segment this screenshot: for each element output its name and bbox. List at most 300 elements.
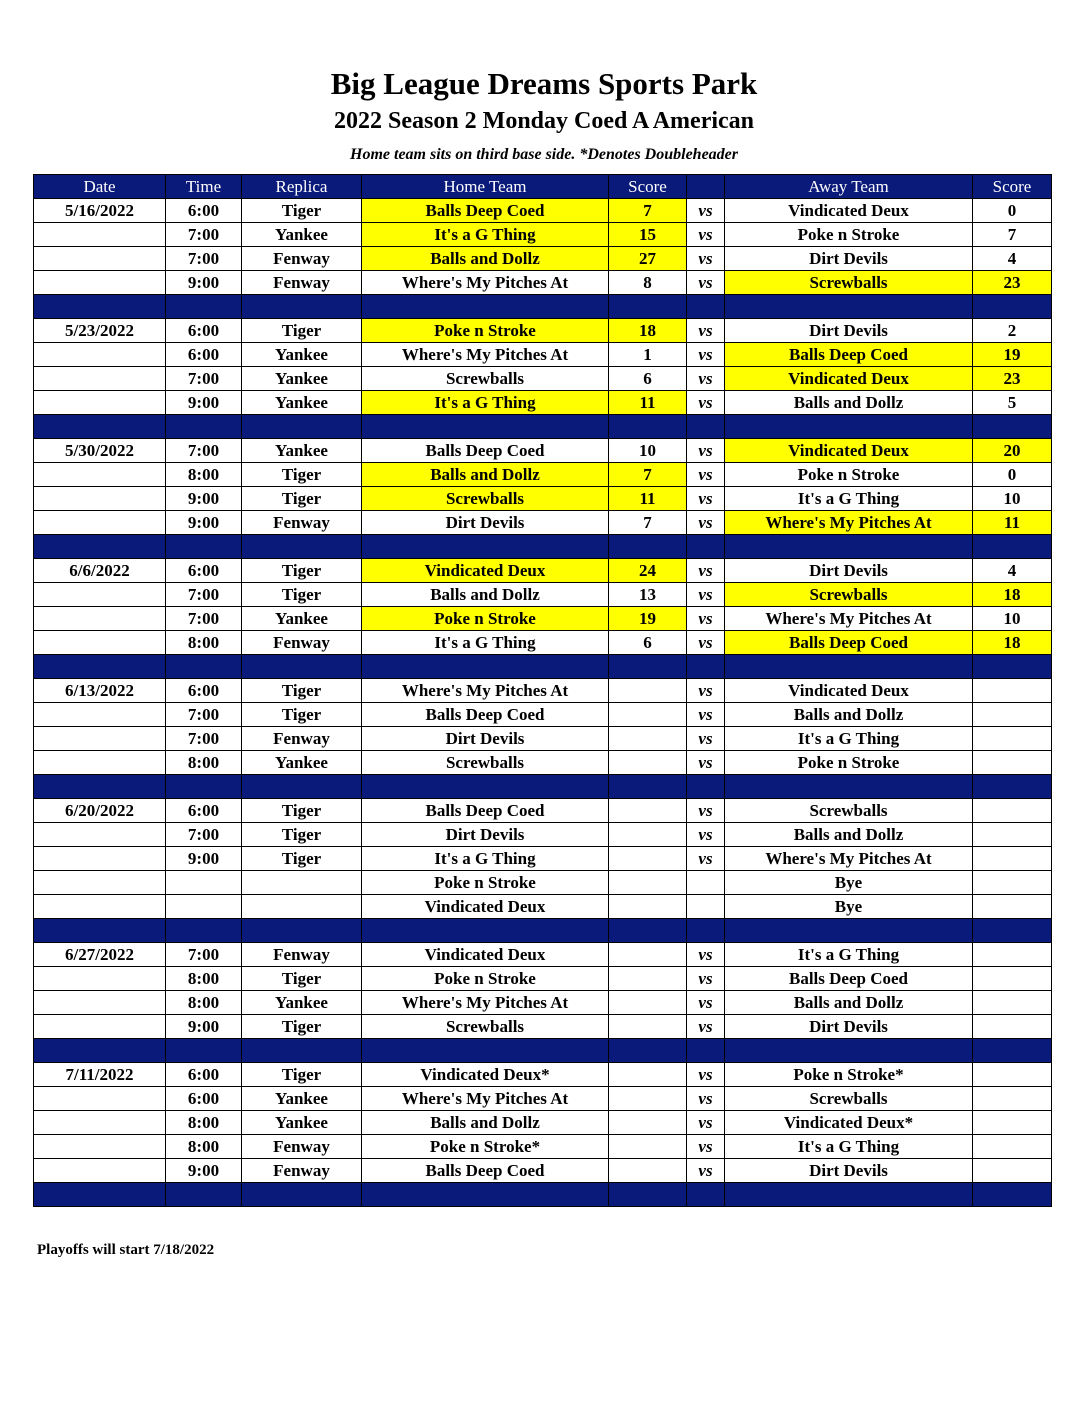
separator-cell bbox=[34, 775, 166, 799]
separator-cell bbox=[242, 295, 362, 319]
home-team-cell: Dirt Devils bbox=[362, 511, 609, 535]
away-team-cell: Dirt Devils bbox=[725, 247, 973, 271]
table-row bbox=[34, 271, 1052, 295]
away-score-cell bbox=[973, 1111, 1052, 1135]
separator-cell bbox=[242, 535, 362, 559]
separator-cell bbox=[34, 1183, 166, 1207]
col-header-away-team: Away Team bbox=[725, 175, 973, 199]
home-score-cell: 15 bbox=[609, 223, 687, 247]
vs-label: vs bbox=[687, 511, 725, 535]
home-team-cell: Poke n Stroke bbox=[362, 967, 609, 991]
vs-label bbox=[687, 895, 725, 919]
schedule-body bbox=[34, 199, 1052, 1207]
home-team-cell: Poke n Stroke bbox=[362, 319, 609, 343]
away-team-cell: Screwballs bbox=[725, 799, 973, 823]
time-cell: 9:00 bbox=[166, 391, 242, 415]
separator-cell bbox=[166, 775, 242, 799]
time-cell: 8:00 bbox=[166, 1111, 242, 1135]
home-team-cell: It's a G Thing bbox=[362, 391, 609, 415]
home-team-cell: Poke n Stroke* bbox=[362, 1135, 609, 1159]
replica-cell: Yankee bbox=[242, 607, 362, 631]
separator-cell bbox=[609, 1039, 687, 1063]
date-cell bbox=[34, 463, 166, 487]
date-cell: 6/13/2022 bbox=[34, 679, 166, 703]
time-cell: 9:00 bbox=[166, 271, 242, 295]
replica-cell: Yankee bbox=[242, 991, 362, 1015]
away-team-cell: Balls and Dollz bbox=[725, 823, 973, 847]
away-score-cell bbox=[973, 1135, 1052, 1159]
home-score-cell bbox=[609, 1159, 687, 1183]
separator-cell bbox=[242, 1183, 362, 1207]
col-header-date: Date bbox=[34, 175, 166, 199]
time-cell: 6:00 bbox=[166, 679, 242, 703]
page-title: Big League Dreams Sports Park bbox=[330, 66, 758, 101]
separator-cell bbox=[609, 535, 687, 559]
home-team-cell: Vindicated Deux* bbox=[362, 1063, 609, 1087]
separator-cell bbox=[166, 535, 242, 559]
replica-cell: Tiger bbox=[242, 583, 362, 607]
replica-cell: Yankee bbox=[242, 1111, 362, 1135]
table-row bbox=[34, 751, 1052, 775]
vs-label: vs bbox=[687, 631, 725, 655]
separator-cell bbox=[973, 1039, 1052, 1063]
table-row bbox=[34, 871, 1052, 895]
date-cell: 6/27/2022 bbox=[34, 943, 166, 967]
away-score-cell bbox=[973, 1087, 1052, 1111]
separator-cell bbox=[725, 1183, 973, 1207]
vs-label: vs bbox=[687, 463, 725, 487]
away-team-cell: Screwballs bbox=[725, 271, 973, 295]
home-team-cell: Screwballs bbox=[362, 1015, 609, 1039]
away-team-cell: Dirt Devils bbox=[725, 1015, 973, 1039]
away-team-cell: Balls Deep Coed bbox=[725, 631, 973, 655]
separator-cell bbox=[725, 415, 973, 439]
separator-cell bbox=[362, 535, 609, 559]
home-score-cell: 1 bbox=[609, 343, 687, 367]
vs-label: vs bbox=[687, 559, 725, 583]
replica-cell: Tiger bbox=[242, 199, 362, 223]
time-cell: 7:00 bbox=[166, 703, 242, 727]
date-cell bbox=[34, 343, 166, 367]
replica-cell: Tiger bbox=[242, 319, 362, 343]
separator-cell bbox=[687, 775, 725, 799]
away-team-cell: Balls and Dollz bbox=[725, 991, 973, 1015]
date-cell: 5/30/2022 bbox=[34, 439, 166, 463]
time-cell: 8:00 bbox=[166, 463, 242, 487]
date-cell: 5/23/2022 bbox=[34, 319, 166, 343]
separator-cell bbox=[242, 655, 362, 679]
vs-label: vs bbox=[687, 223, 725, 247]
away-team-cell: Screwballs bbox=[725, 583, 973, 607]
table-row bbox=[34, 1087, 1052, 1111]
col-header-away-score: Score bbox=[973, 175, 1052, 199]
separator-cell bbox=[687, 415, 725, 439]
separator-cell bbox=[973, 655, 1052, 679]
date-cell: 5/16/2022 bbox=[34, 199, 166, 223]
table-row bbox=[34, 943, 1052, 967]
home-score-cell bbox=[609, 967, 687, 991]
table-row bbox=[34, 343, 1052, 367]
separator-cell bbox=[609, 295, 687, 319]
vs-label: vs bbox=[687, 1111, 725, 1135]
time-cell: 7:00 bbox=[166, 823, 242, 847]
home-team-cell: It's a G Thing bbox=[362, 847, 609, 871]
replica-cell: Tiger bbox=[242, 823, 362, 847]
home-team-cell: Balls Deep Coed bbox=[362, 199, 609, 223]
vs-label: vs bbox=[687, 199, 725, 223]
vs-label: vs bbox=[687, 487, 725, 511]
away-score-cell bbox=[973, 751, 1052, 775]
table-row bbox=[34, 247, 1052, 271]
table-row bbox=[34, 991, 1052, 1015]
separator-cell bbox=[34, 919, 166, 943]
time-cell: 6:00 bbox=[166, 343, 242, 367]
home-score-cell bbox=[609, 1063, 687, 1087]
away-team-cell: Balls and Dollz bbox=[725, 391, 973, 415]
time-cell bbox=[166, 895, 242, 919]
home-score-cell bbox=[609, 751, 687, 775]
table-row bbox=[34, 703, 1052, 727]
vs-label: vs bbox=[687, 319, 725, 343]
home-team-cell: Dirt Devils bbox=[362, 727, 609, 751]
table-row bbox=[34, 463, 1052, 487]
replica-cell: Fenway bbox=[242, 511, 362, 535]
vs-label: vs bbox=[687, 1087, 725, 1111]
replica-cell: Fenway bbox=[242, 247, 362, 271]
home-score-cell: 18 bbox=[609, 319, 687, 343]
away-score-cell bbox=[973, 847, 1052, 871]
separator-cell bbox=[362, 1039, 609, 1063]
date-cell bbox=[34, 1111, 166, 1135]
home-score-cell bbox=[609, 895, 687, 919]
table-row bbox=[34, 847, 1052, 871]
separator-cell bbox=[166, 415, 242, 439]
home-score-cell: 6 bbox=[609, 367, 687, 391]
table-row bbox=[34, 1015, 1052, 1039]
home-score-cell bbox=[609, 943, 687, 967]
vs-label: vs bbox=[687, 967, 725, 991]
home-score-cell: 7 bbox=[609, 199, 687, 223]
home-team-cell: Where's My Pitches At bbox=[362, 679, 609, 703]
vs-label: vs bbox=[687, 1063, 725, 1087]
home-team-cell: Screwballs bbox=[362, 487, 609, 511]
separator-cell bbox=[687, 1039, 725, 1063]
separator-cell bbox=[725, 295, 973, 319]
page-subtitle: 2022 Season 2 Monday Coed A American bbox=[333, 108, 755, 134]
away-score-cell: 0 bbox=[973, 463, 1052, 487]
home-team-cell: It's a G Thing bbox=[362, 631, 609, 655]
away-team-cell: It's a G Thing bbox=[725, 727, 973, 751]
home-score-cell: 7 bbox=[609, 463, 687, 487]
separator-cell bbox=[34, 295, 166, 319]
away-score-cell bbox=[973, 727, 1052, 751]
away-team-cell: Bye bbox=[725, 871, 973, 895]
away-score-cell: 23 bbox=[973, 271, 1052, 295]
week-separator-row bbox=[34, 1039, 1052, 1063]
col-header-home-score: Score bbox=[609, 175, 687, 199]
away-team-cell: It's a G Thing bbox=[725, 943, 973, 967]
home-score-cell bbox=[609, 823, 687, 847]
table-row bbox=[34, 223, 1052, 247]
away-score-cell: 18 bbox=[973, 583, 1052, 607]
table-row bbox=[34, 607, 1052, 631]
away-team-cell: Screwballs bbox=[725, 1087, 973, 1111]
date-cell bbox=[34, 1159, 166, 1183]
home-team-cell: Vindicated Deux bbox=[362, 895, 609, 919]
home-score-cell bbox=[609, 799, 687, 823]
replica-cell: Yankee bbox=[242, 367, 362, 391]
separator-cell bbox=[166, 295, 242, 319]
vs-label: vs bbox=[687, 367, 725, 391]
away-team-cell: Balls Deep Coed bbox=[725, 343, 973, 367]
table-row bbox=[34, 1159, 1052, 1183]
date-cell bbox=[34, 1087, 166, 1111]
home-score-cell bbox=[609, 679, 687, 703]
time-cell: 9:00 bbox=[166, 487, 242, 511]
col-header-time: Time bbox=[166, 175, 242, 199]
col-header-replica: Replica bbox=[242, 175, 362, 199]
away-team-cell: Where's My Pitches At bbox=[725, 847, 973, 871]
date-cell bbox=[34, 823, 166, 847]
separator-cell bbox=[687, 1183, 725, 1207]
away-score-cell bbox=[973, 799, 1052, 823]
replica-cell: Yankee bbox=[242, 223, 362, 247]
replica-cell: Yankee bbox=[242, 439, 362, 463]
table-row bbox=[34, 1135, 1052, 1159]
replica-cell: Fenway bbox=[242, 1135, 362, 1159]
table-row bbox=[34, 319, 1052, 343]
separator-cell bbox=[725, 1039, 973, 1063]
separator-cell bbox=[34, 415, 166, 439]
separator-cell bbox=[687, 919, 725, 943]
week-separator-row bbox=[34, 1183, 1052, 1207]
date-cell bbox=[34, 271, 166, 295]
table-row bbox=[34, 1063, 1052, 1087]
date-cell: 7/11/2022 bbox=[34, 1063, 166, 1087]
home-score-cell: 27 bbox=[609, 247, 687, 271]
time-cell: 7:00 bbox=[166, 583, 242, 607]
away-team-cell: Dirt Devils bbox=[725, 319, 973, 343]
week-separator-row bbox=[34, 775, 1052, 799]
vs-label: vs bbox=[687, 799, 725, 823]
home-team-cell: Poke n Stroke bbox=[362, 607, 609, 631]
schedule-table bbox=[33, 174, 1052, 1207]
replica-cell: Tiger bbox=[242, 487, 362, 511]
vs-label: vs bbox=[687, 583, 725, 607]
table-row bbox=[34, 799, 1052, 823]
replica-cell: Fenway bbox=[242, 1159, 362, 1183]
replica-cell: Tiger bbox=[242, 679, 362, 703]
vs-label: vs bbox=[687, 271, 725, 295]
separator-cell bbox=[725, 919, 973, 943]
home-score-cell bbox=[609, 1111, 687, 1135]
time-cell: 8:00 bbox=[166, 751, 242, 775]
date-cell bbox=[34, 223, 166, 247]
date-cell bbox=[34, 991, 166, 1015]
home-team-cell: Screwballs bbox=[362, 751, 609, 775]
home-score-cell: 8 bbox=[609, 271, 687, 295]
replica-cell: Yankee bbox=[242, 1087, 362, 1111]
separator-cell bbox=[973, 919, 1052, 943]
home-team-cell: Where's My Pitches At bbox=[362, 991, 609, 1015]
home-score-cell: 11 bbox=[609, 391, 687, 415]
separator-cell bbox=[687, 655, 725, 679]
away-score-cell bbox=[973, 871, 1052, 895]
col-header-vs bbox=[687, 175, 725, 199]
home-team-cell: Screwballs bbox=[362, 367, 609, 391]
home-score-cell bbox=[609, 991, 687, 1015]
table-row bbox=[34, 967, 1052, 991]
vs-label: vs bbox=[687, 439, 725, 463]
home-team-cell: Balls Deep Coed bbox=[362, 703, 609, 727]
home-score-cell: 19 bbox=[609, 607, 687, 631]
separator-cell bbox=[687, 535, 725, 559]
separator-cell bbox=[34, 535, 166, 559]
home-team-cell: Poke n Stroke bbox=[362, 871, 609, 895]
schedule-note: Home team sits on third base side. *Denotes Doubleheader bbox=[350, 146, 738, 163]
time-cell: 9:00 bbox=[166, 1015, 242, 1039]
home-team-cell: Balls Deep Coed bbox=[362, 1159, 609, 1183]
away-score-cell: 18 bbox=[973, 631, 1052, 655]
time-cell: 8:00 bbox=[166, 991, 242, 1015]
vs-label: vs bbox=[687, 607, 725, 631]
date-cell bbox=[34, 703, 166, 727]
separator-cell bbox=[362, 415, 609, 439]
away-team-cell: It's a G Thing bbox=[725, 1135, 973, 1159]
away-score-cell bbox=[973, 895, 1052, 919]
away-score-cell: 10 bbox=[973, 487, 1052, 511]
vs-label: vs bbox=[687, 343, 725, 367]
away-team-cell: Bye bbox=[725, 895, 973, 919]
separator-cell bbox=[34, 655, 166, 679]
table-row bbox=[34, 487, 1052, 511]
replica-cell: Tiger bbox=[242, 967, 362, 991]
separator-cell bbox=[362, 775, 609, 799]
time-cell: 6:00 bbox=[166, 559, 242, 583]
vs-label: vs bbox=[687, 1015, 725, 1039]
time-cell: 8:00 bbox=[166, 631, 242, 655]
time-cell: 6:00 bbox=[166, 199, 242, 223]
separator-cell bbox=[609, 415, 687, 439]
home-team-cell: Balls Deep Coed bbox=[362, 799, 609, 823]
time-cell: 7:00 bbox=[166, 223, 242, 247]
away-score-cell: 2 bbox=[973, 319, 1052, 343]
week-separator-row bbox=[34, 919, 1052, 943]
away-score-cell: 20 bbox=[973, 439, 1052, 463]
table-row bbox=[34, 511, 1052, 535]
home-score-cell bbox=[609, 727, 687, 751]
replica-cell: Tiger bbox=[242, 463, 362, 487]
away-team-cell: Vindicated Deux* bbox=[725, 1111, 973, 1135]
away-score-cell: 0 bbox=[973, 199, 1052, 223]
away-score-cell: 19 bbox=[973, 343, 1052, 367]
replica-cell: Tiger bbox=[242, 799, 362, 823]
replica-cell: Fenway bbox=[242, 631, 362, 655]
home-score-cell bbox=[609, 1087, 687, 1111]
week-separator-row bbox=[34, 535, 1052, 559]
date-cell bbox=[34, 607, 166, 631]
separator-cell bbox=[242, 775, 362, 799]
away-team-cell: Poke n Stroke bbox=[725, 463, 973, 487]
replica-cell: Fenway bbox=[242, 943, 362, 967]
separator-cell bbox=[242, 1039, 362, 1063]
replica-cell: Tiger bbox=[242, 847, 362, 871]
vs-label: vs bbox=[687, 1135, 725, 1159]
away-team-cell: Where's My Pitches At bbox=[725, 511, 973, 535]
table-row bbox=[34, 199, 1052, 223]
home-team-cell: Balls and Dollz bbox=[362, 1111, 609, 1135]
table-row bbox=[34, 439, 1052, 463]
separator-cell bbox=[362, 655, 609, 679]
home-team-cell: Dirt Devils bbox=[362, 823, 609, 847]
home-score-cell: 6 bbox=[609, 631, 687, 655]
replica-cell: Tiger bbox=[242, 1015, 362, 1039]
separator-cell bbox=[609, 775, 687, 799]
replica-cell: Tiger bbox=[242, 703, 362, 727]
time-cell: 6:00 bbox=[166, 1063, 242, 1087]
away-team-cell: Where's My Pitches At bbox=[725, 607, 973, 631]
date-cell bbox=[34, 631, 166, 655]
date-cell bbox=[34, 391, 166, 415]
away-score-cell: 5 bbox=[973, 391, 1052, 415]
home-score-cell: 11 bbox=[609, 487, 687, 511]
home-score-cell bbox=[609, 1015, 687, 1039]
separator-cell bbox=[362, 1183, 609, 1207]
vs-label: vs bbox=[687, 823, 725, 847]
vs-label: vs bbox=[687, 943, 725, 967]
separator-cell bbox=[242, 415, 362, 439]
home-team-cell: It's a G Thing bbox=[362, 223, 609, 247]
time-cell: 7:00 bbox=[166, 439, 242, 463]
week-separator-row bbox=[34, 655, 1052, 679]
separator-cell bbox=[687, 295, 725, 319]
separator-cell bbox=[973, 415, 1052, 439]
separator-cell bbox=[609, 655, 687, 679]
vs-label: vs bbox=[687, 991, 725, 1015]
away-team-cell: It's a G Thing bbox=[725, 487, 973, 511]
time-cell: 6:00 bbox=[166, 1087, 242, 1111]
home-team-cell: Balls Deep Coed bbox=[362, 439, 609, 463]
vs-label: vs bbox=[687, 847, 725, 871]
date-cell bbox=[34, 583, 166, 607]
time-cell: 9:00 bbox=[166, 847, 242, 871]
home-score-cell: 24 bbox=[609, 559, 687, 583]
date-cell bbox=[34, 847, 166, 871]
vs-label: vs bbox=[687, 727, 725, 751]
table-row bbox=[34, 1111, 1052, 1135]
vs-label: vs bbox=[687, 679, 725, 703]
vs-label: vs bbox=[687, 751, 725, 775]
date-cell bbox=[34, 367, 166, 391]
replica-cell: Fenway bbox=[242, 727, 362, 751]
table-row bbox=[34, 559, 1052, 583]
week-separator-row bbox=[34, 415, 1052, 439]
away-score-cell: 23 bbox=[973, 367, 1052, 391]
home-team-cell: Balls and Dollz bbox=[362, 463, 609, 487]
vs-label: vs bbox=[687, 1159, 725, 1183]
separator-cell bbox=[609, 1183, 687, 1207]
header-row bbox=[34, 175, 1052, 199]
home-score-cell bbox=[609, 703, 687, 727]
table-row bbox=[34, 583, 1052, 607]
away-team-cell: Balls and Dollz bbox=[725, 703, 973, 727]
away-score-cell bbox=[973, 1015, 1052, 1039]
date-cell: 6/6/2022 bbox=[34, 559, 166, 583]
date-cell bbox=[34, 895, 166, 919]
time-cell bbox=[166, 871, 242, 895]
table-row bbox=[34, 679, 1052, 703]
away-score-cell: 4 bbox=[973, 559, 1052, 583]
